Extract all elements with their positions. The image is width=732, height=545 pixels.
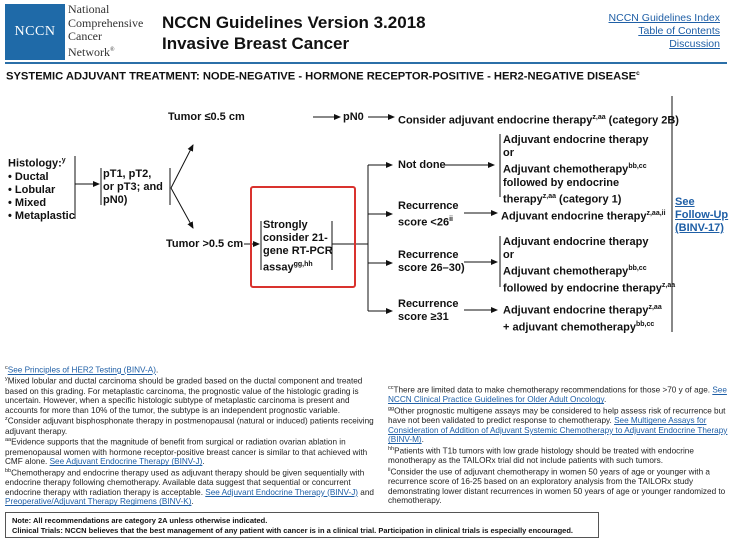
staging-line: or pT3; and — [103, 181, 163, 193]
footnote-mark: z — [5, 416, 8, 423]
tumor-large-label: Tumor >0.5 cm — [166, 238, 244, 250]
org-line: Cancer — [68, 29, 102, 43]
logo-text: NCCN — [14, 24, 56, 39]
branch-label-line: score ≥31 — [398, 311, 449, 323]
adjuvant-endocrine-link[interactable]: See Adjuvant Endocrine Therapy (BINV-J) — [205, 487, 359, 497]
org-line: National — [68, 2, 110, 16]
treatment-text: Adjuvant chemotherapy — [503, 163, 629, 176]
histology-label-text: Histology: — [8, 157, 62, 170]
footnote-ii — [388, 466, 728, 506]
footnote-text: Consider adjuvant bisphosphonate therapy in postmenopausal (natural or induced) patients receiving adjuvant therapy. — [5, 417, 374, 436]
treatment-line: or — [503, 147, 514, 159]
punctuation: . — [202, 457, 205, 467]
histology-item: • Mixed — [8, 196, 47, 209]
branch-label-line: score 26–30) — [398, 262, 465, 274]
assay-line: Strongly — [263, 219, 308, 231]
staging-line: pN0) — [103, 194, 128, 206]
footnote-ref[interactable]: y — [61, 157, 66, 164]
multigene-assays-link[interactable]: See Multigene Assays for Consideration of Addition of Adjuvant Systemic Chemotherapy to Adjuvant Endocrine Therapy (BINV-M) — [388, 416, 728, 445]
assay-line-text: assay — [263, 261, 294, 274]
footnote-mark: bb — [5, 467, 12, 474]
treatment-text: Adjuvant endocrine therapy — [501, 210, 647, 223]
footnote-mark: y — [5, 376, 8, 383]
follow-up-line[interactable]: See — [675, 196, 695, 208]
branch-label-line — [398, 213, 459, 230]
footnote-ref[interactable]: z,aa — [542, 192, 556, 200]
footnote-ref[interactable]: c — [636, 70, 640, 77]
therapy-regimens-link[interactable]: Preoperative/Adjuvant Therapy Regimens (BINV-K) — [5, 497, 192, 507]
assay-recommendation — [263, 219, 333, 275]
footnote-gg — [388, 405, 728, 445]
histology-block — [8, 154, 75, 223]
rs-26-30-treatment — [503, 236, 675, 295]
treatment-text: Consider adjuvant endocrine therapy — [398, 114, 593, 127]
footnote-hh — [388, 445, 728, 466]
histology-item: • Lobular — [8, 183, 56, 196]
histology-label — [8, 154, 75, 171]
punctuation: . — [604, 395, 607, 405]
see-follow-up-link[interactable] — [675, 196, 728, 235]
treatment-line — [503, 301, 662, 318]
treatment-line: followed by endocrine — [503, 176, 620, 189]
follow-up-line[interactable]: Follow-Up — [675, 209, 729, 221]
footnote-ref[interactable]: z,aa,ii — [646, 210, 666, 217]
note-category: Note: All recommendations are category 2A unless otherwise indicated. — [12, 516, 268, 525]
punctuation: . — [421, 435, 424, 445]
branch-not-done-label: Not done — [398, 159, 446, 171]
footnote-cc — [388, 384, 728, 405]
pn0-label: pN0 — [343, 111, 364, 123]
footnote-text: Chemotherapy and endocrine therapy used as adjuvant therapy should be given sequentially with endocrine therapy following chemotherapy. Available data suggest that sequential or concurrent endocrine therapy with radiation therapy is acceptable. — [5, 468, 365, 497]
branch-label-line: Recurrence — [398, 298, 459, 310]
footnote-text: and — [358, 487, 374, 497]
discussion-link[interactable]: Discussion — [669, 38, 720, 50]
footnote-bb — [5, 467, 377, 507]
treatment-line: Adjuvant endocrine therapy — [503, 236, 649, 248]
rs-ge31-treatment — [503, 301, 662, 334]
branch-label-text: score <26 — [398, 216, 450, 229]
treatment-line: Adjuvant endocrine therapy — [503, 134, 649, 146]
footnote-mark: cc — [388, 385, 394, 391]
table-of-contents-link[interactable]: Table of Contents — [638, 25, 720, 37]
footnote-mark: gg — [388, 405, 395, 412]
histology-item: • Ductal — [8, 170, 49, 183]
treatment-line — [503, 190, 648, 207]
footnote-mark: ii — [388, 466, 391, 473]
treatment-line — [503, 279, 675, 296]
note-clinical-trials: Clinical Trials: NCCN believes that the best management of any patient with cancer is in a clinical trial. Participation in clinical trials is especially encouraged. — [12, 526, 574, 535]
footnotes-left — [5, 364, 377, 507]
footnote-ref[interactable]: z,aa — [648, 304, 662, 311]
treatment-text: Adjuvant endocrine therapy — [503, 304, 649, 317]
footnotes-right — [388, 384, 728, 506]
small-tumor-treatment — [398, 111, 679, 128]
staging-block — [103, 168, 163, 207]
footnote-text: Mixed lobular and ductal carcinoma should be graded based on the ductal component and treated based on this grading. For metaplastic carcinoma, the prognostic value of the histologic grading is uncertain. However, when a specific histologic subtype of metaplastic carcinoma is present and accounts for more than 10% of the tumor, the subtype is an independent prognostic variable. — [5, 377, 363, 415]
footnote-text: Other prognostic multigene assays may be considered to help assess risk of recurrence but have not been validated to predict response to chemotherapy. — [388, 406, 726, 426]
note-box — [5, 512, 599, 538]
footnote-ref[interactable]: ii — [449, 216, 453, 223]
treatment-line — [503, 262, 675, 279]
category-text: (category 1) — [555, 193, 622, 206]
treatment-line — [503, 160, 648, 177]
treatment-text: therapy — [503, 193, 543, 206]
org-line: Comprehensive — [68, 15, 144, 30]
footnote-text: Patients with T1b tumors with low grade histology should be treated with endocrine monotherapy as the TAILORx trial did not include patients with such tumors. — [388, 446, 694, 466]
treatment-text: + adjuvant chemotherapy — [503, 321, 636, 334]
footnote-mark: c — [5, 365, 8, 371]
not-done-treatment — [503, 134, 648, 206]
assay-line — [263, 258, 333, 275]
treatment-line: or — [503, 249, 514, 261]
tumor-small-label: Tumor ≤0.5 cm — [168, 111, 245, 123]
branch-rs-lt26-label — [398, 200, 459, 230]
arrow-to-small-tumor — [171, 145, 193, 188]
footnote-c — [5, 364, 377, 375]
registered-mark: ® — [110, 46, 115, 53]
punctuation: . — [155, 365, 159, 375]
treatment-line — [503, 318, 662, 335]
branch-rs-ge31-label — [398, 298, 459, 324]
branch-rs-26-30-label — [398, 249, 465, 275]
footnote-y — [5, 375, 377, 415]
footnote-text: Consider the use of adjuvant chemotherapy in women 50 years of age or younger with a recurrence score of 16-25 based on an exploratory analysis from the TAILORx study demonstrating lower distant recurrences in women 50 years of age or younger randomized to chemotherapy. — [388, 467, 726, 506]
older-adult-oncology-link[interactable]: See NCCN Clinical Practice Guidelines for Older Adult Oncology — [388, 385, 727, 405]
org-line-text: Network — [68, 44, 110, 59]
guideline-version: NCCN Guidelines Version 3.2018 — [162, 13, 426, 32]
adjuvant-endocrine-link[interactable]: See Adjuvant Endocrine Therapy (BINV-J) — [49, 457, 203, 467]
section-heading-text: SYSTEMIC ADJUVANT TREATMENT: NODE-NEGATIVE - HORMONE RECEPTOR-POSITIVE - HER2-NEGATIVE DISEASE — [6, 70, 637, 83]
footnote-ref[interactable]: z,aa — [661, 281, 676, 289]
guideline-topic: Invasive Breast Cancer — [162, 34, 350, 53]
histology-item: • Metaplastic — [8, 209, 75, 222]
rs-lt26-treatment — [501, 207, 666, 224]
staging-line: pT1, pT2, — [103, 168, 152, 180]
footnote-mark: aa — [5, 437, 12, 444]
footnote-z — [5, 415, 377, 436]
follow-up-line[interactable]: (BINV-17) — [675, 222, 724, 234]
guidelines-index-link[interactable]: NCCN Guidelines Index — [608, 12, 720, 24]
branch-label-line: Recurrence — [398, 249, 459, 261]
footnote-aa — [5, 436, 377, 467]
assay-line: gene RT-PCR — [263, 245, 333, 257]
arrow-to-large-tumor — [171, 188, 193, 228]
treatment-text: Adjuvant chemotherapy — [503, 265, 629, 278]
branch-label-line: Recurrence — [398, 200, 459, 212]
punctuation: . — [191, 497, 194, 507]
category-text: (category 2B) — [605, 114, 679, 127]
footnote-ref[interactable]: bb,cc — [635, 320, 655, 328]
footnote-ref[interactable]: z,aa — [592, 114, 606, 121]
her2-testing-link[interactable]: See Principles of HER2 Testing (BINV-A) — [7, 365, 156, 375]
footnote-ref[interactable]: bb,cc — [628, 163, 647, 170]
treatment-text: followed by endocrine therapy — [503, 282, 662, 295]
footnote-ref[interactable]: gg,hh — [293, 261, 313, 268]
assay-line: consider 21- — [263, 232, 328, 244]
footnote-ref[interactable]: bb,cc — [628, 265, 647, 272]
footnote-text: There are limited data to make chemotherapy recommendations for those >70 y of age. — [393, 385, 713, 395]
footnote-text: Evidence supports that the magnitude of benefit from surgical or radiation ovarian ablation in premenopausal women with hormone receptor-positive breast cancer is similar to that achieved with CMF alone. — [5, 438, 368, 467]
footnote-mark: hh — [388, 446, 395, 453]
